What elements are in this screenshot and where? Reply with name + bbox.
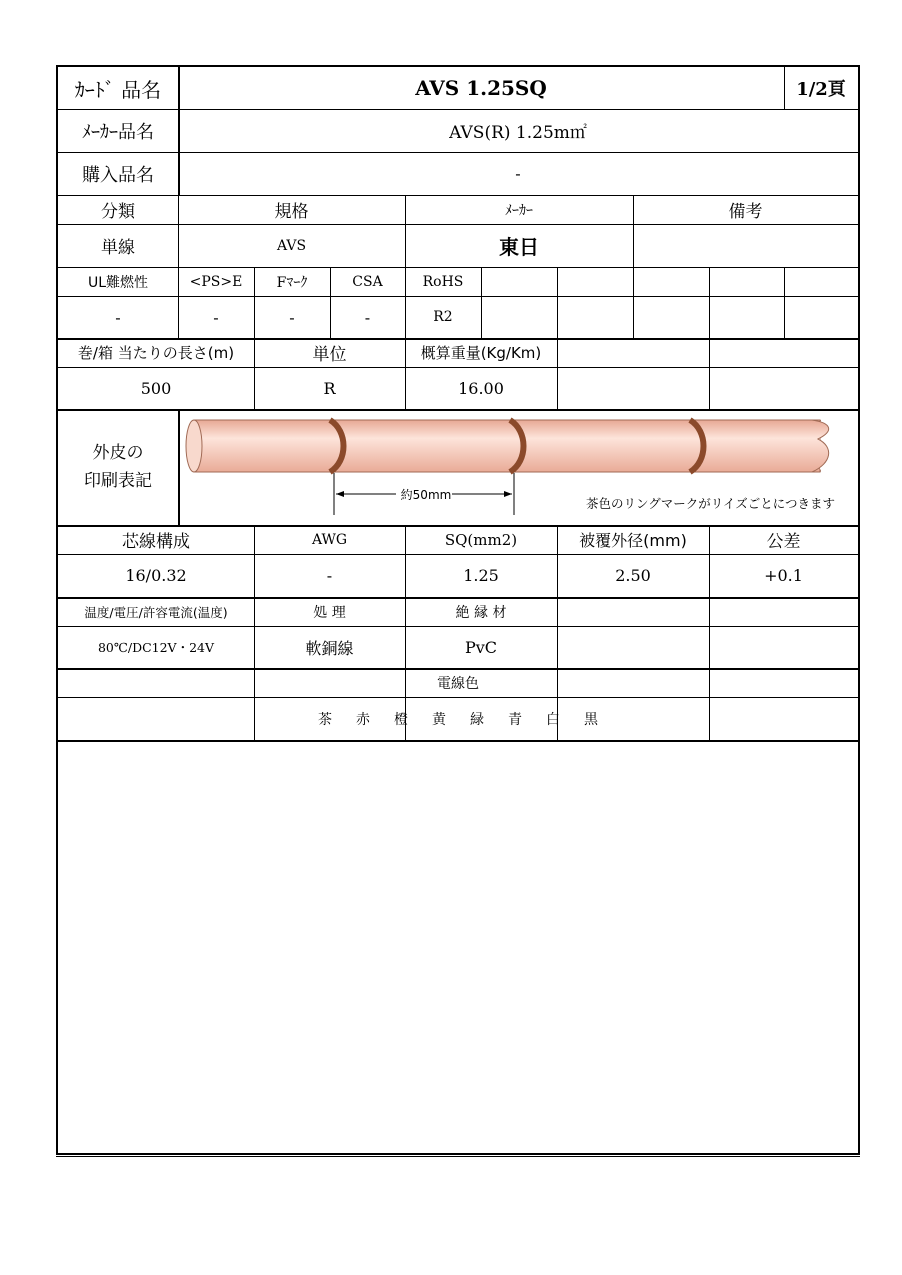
pse-value: - — [213, 307, 219, 327]
class-value: 単線 — [101, 238, 135, 258]
pse-header: <PS>E — [189, 273, 243, 290]
tolerance-header: 公差 — [766, 532, 801, 552]
treatment-value: 軟銅線 — [305, 638, 354, 658]
spec-card — [56, 65, 860, 1155]
maker-header: ﾒｰｶｰ — [505, 202, 533, 219]
remarks-value — [633, 224, 858, 267]
ul-header: UL難燃性 — [87, 274, 149, 291]
tolerance-value: +0.1 — [764, 566, 803, 585]
maker-value: 東日 — [499, 235, 539, 259]
sq-value: 1.25 — [463, 566, 499, 585]
standard-value: AVS — [276, 237, 307, 254]
rohs-value: R2 — [433, 309, 453, 325]
treatment-header: 処 理 — [313, 604, 346, 621]
pitch-label: 約50mm — [400, 487, 452, 502]
bottom-double-rule — [56, 1153, 860, 1157]
purchase-name-label: 購入品名 — [82, 164, 154, 186]
rating-header: 温度/電圧/許容電流(温度) — [84, 604, 228, 620]
wire-color-item: 緑 — [470, 711, 484, 728]
wire-color-item: 橙 — [394, 711, 408, 728]
unit-header: 単位 — [312, 345, 347, 365]
weight-header: 概算重量(Kg/Km) — [420, 344, 542, 362]
unit-value: R — [323, 378, 336, 398]
wire-body — [186, 420, 841, 472]
ul-value: - — [115, 307, 121, 327]
maker-name-label: ﾒｰｶｰ品名 — [82, 121, 154, 143]
weight-value: 16.00 — [458, 378, 504, 398]
print-label — [58, 409, 178, 525]
wire-color-item: 白 — [546, 711, 560, 728]
notes-area — [58, 742, 858, 1153]
wire-color-item: 黄 — [432, 711, 446, 728]
card-name-value: AVS 1.25SQ — [415, 76, 547, 100]
awg-header: AWG — [311, 531, 348, 548]
rule — [784, 267, 785, 338]
ring-note: 茶色のリングマークがリイズごとにつきます — [586, 496, 836, 511]
rule — [709, 338, 710, 409]
wire-colors-list — [58, 697, 858, 740]
rule — [557, 338, 558, 409]
awg-value: - — [326, 566, 333, 585]
print-label-line2: 印刷表記 — [84, 471, 152, 491]
class-header: 分類 — [101, 202, 135, 222]
rule — [709, 267, 710, 338]
page-number: 1/2頁 — [796, 79, 846, 100]
core-header: 芯線構成 — [122, 532, 190, 552]
rule — [481, 267, 482, 338]
length-value: 500 — [140, 378, 172, 398]
f-mark-value: - — [289, 307, 295, 327]
insulation-header: 絶 縁 材 — [455, 604, 507, 621]
remarks-header: 備考 — [728, 202, 763, 222]
wire-colors-header: 電線色 — [437, 675, 479, 692]
purchase-name-value: - — [515, 164, 521, 183]
rohs-header: RoHS — [422, 273, 464, 290]
rule — [557, 267, 558, 338]
length-header: 巻/箱 当たりの長さ(m) — [77, 344, 235, 362]
csa-header: CSA — [352, 273, 383, 290]
f-mark-header: Fﾏｰｸ — [276, 274, 308, 291]
csa-value: - — [364, 307, 371, 327]
od-value: 2.50 — [615, 566, 651, 585]
sq-header: SQ(mm2) — [444, 530, 518, 549]
wire-color-item: 青 — [508, 711, 522, 728]
standard-header: 規格 — [274, 202, 309, 222]
rating-value: 80℃/DC12V・24V — [97, 640, 215, 655]
rule — [633, 267, 634, 338]
od-header: 被覆外径(mm) — [579, 531, 687, 550]
insulation-value: PvC — [464, 637, 498, 657]
wire-color-item: 茶 — [318, 711, 332, 728]
core-value: 16/0.32 — [125, 566, 187, 585]
print-label-line1: 外皮の — [92, 443, 144, 463]
maker-name-value: AVS(R) 1.25m㎡ — [449, 123, 587, 143]
wire-color-item: 赤 — [356, 711, 370, 728]
wire-color-item: 黒 — [584, 711, 598, 728]
card-name-label: ｶｰﾄﾞ 品名 — [74, 77, 162, 102]
